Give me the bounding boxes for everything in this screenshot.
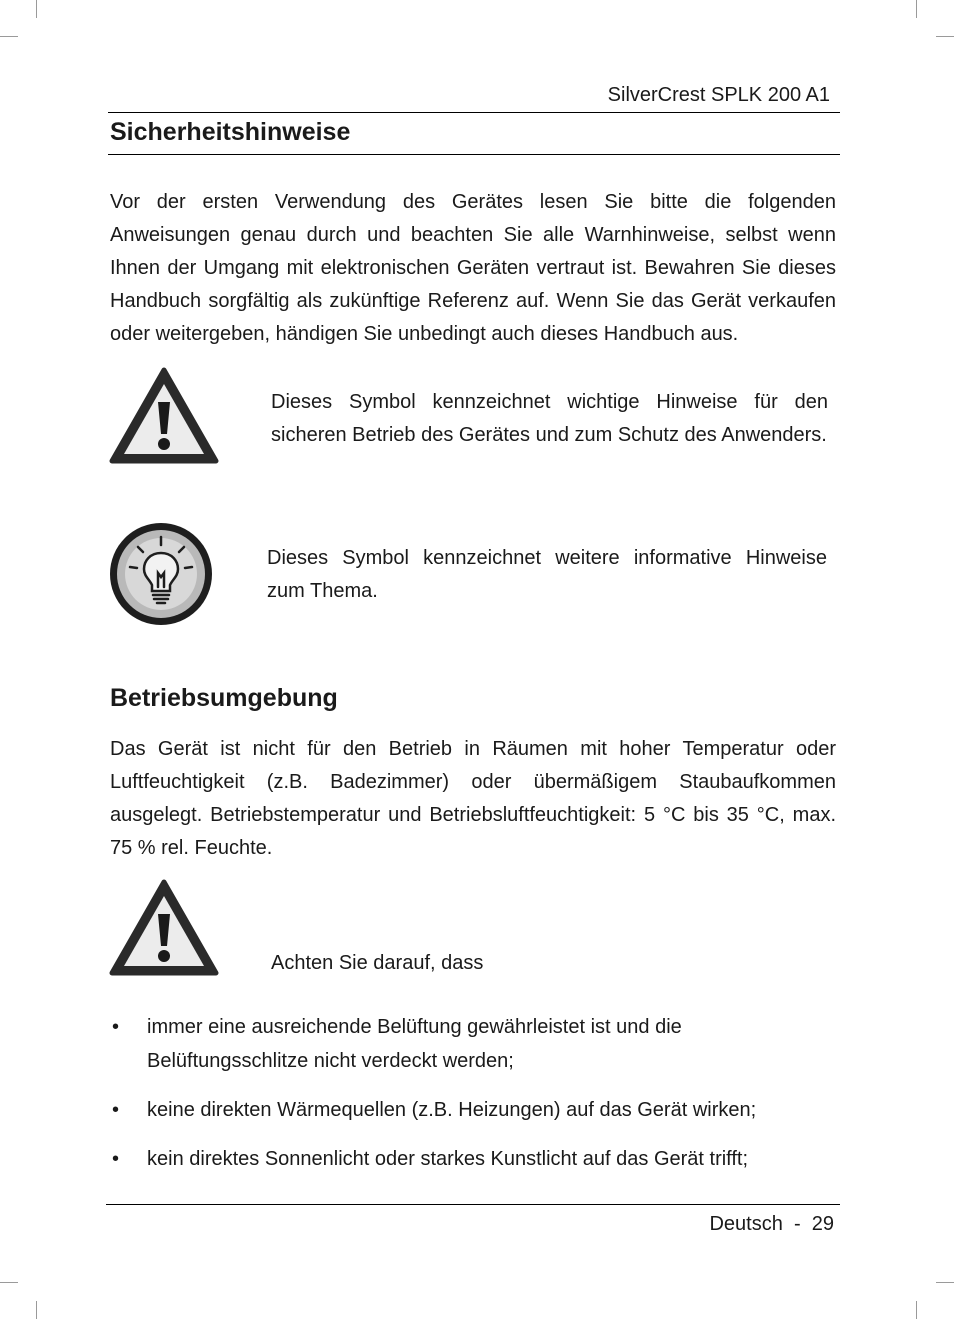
crop-mark [0, 36, 18, 37]
crop-mark [36, 0, 37, 18]
page-header-product: SilverCrest SPLK 200 A1 [607, 84, 830, 106]
section-title-underline [108, 154, 840, 155]
header-rule [108, 112, 840, 113]
list-item-text: kein direktes Sonnenlicht oder starkes Kunstlicht auf das Gerät trifft; [147, 1148, 749, 1170]
bullet-dot-icon: • [112, 1016, 120, 1038]
lightbulb-info-icon [108, 521, 214, 627]
list-item-text: keine direkten Wärmequellen (z.B. Heizungen) auf das Gerät wirken; [147, 1099, 757, 1121]
environment-warning-lead: Achten Sie darauf, dass [271, 952, 484, 974]
section-title-environment: Betriebsumgebung [110, 684, 338, 712]
crop-mark [936, 1282, 954, 1283]
footer-rule [106, 1204, 840, 1205]
crop-mark [936, 36, 954, 37]
warning-triangle-icon [108, 366, 220, 466]
crop-mark [916, 1301, 917, 1319]
page-footer: Deutsch - 29 [709, 1213, 834, 1235]
list-item [110, 1142, 836, 1176]
list-item [110, 1010, 836, 1078]
section-title-safety: Sicherheitshinweise [110, 118, 351, 146]
safety-intro-paragraph: Vor der ersten Verwendung des Gerätes lesen Sie bitte die folgenden Anweisungen genau durch und beachten Sie alle Warnhinweise, selbst wenn Ihnen der Umgang mit elektronischen Geräten vertraut ist. Bewahren Sie dieses Handbuch sorgfältig als zukünftige Referenz auf. Wenn Sie das Gerät verkaufen oder weitergeben, händigen Sie unbedingt auch dieses Handbuch aus. [110, 191, 836, 345]
warning-symbol-note: Dieses Symbol kennzeichnet wichtige Hinweise für den sicheren Betrieb des Gerätes und zum Schutz des Anwenders. [271, 391, 828, 446]
crop-mark [36, 1301, 37, 1319]
bullet-dot-icon: • [112, 1099, 120, 1121]
crop-mark [0, 1282, 18, 1283]
warning-triangle-icon [108, 878, 220, 978]
list-item-text: immer eine ausreichende Belüftung gewährleistet ist und die Belüftungsschlitze nicht verdeckt werden; [147, 1016, 682, 1072]
info-symbol-note: Dieses Symbol kennzeichnet weitere informative Hinweise zum Thema. [267, 547, 827, 602]
list-item [110, 1093, 836, 1127]
bullet-dot-icon: • [112, 1148, 120, 1170]
environment-bullet-list [110, 1010, 836, 1176]
environment-intro-paragraph: Das Gerät ist nicht für den Betrieb in Räumen mit hoher Temperatur oder Luftfeuchtigkeit (z.B. Badezimmer) oder übermäßigem Staubaufkommen ausgelegt. Betriebstemperatur und Betriebsluftfeuchtigkeit: 5 °C bis 35 °C, max. 75 % rel. Feuchte. [110, 738, 836, 859]
crop-mark [916, 0, 917, 18]
